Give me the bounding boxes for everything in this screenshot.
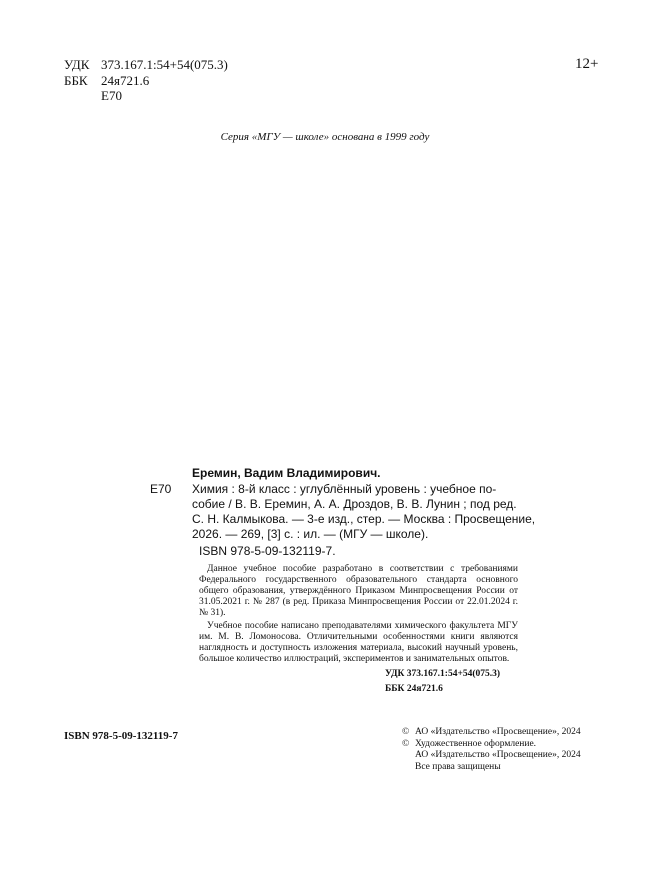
copyright-row [402, 750, 581, 762]
age-rating: 12+ [575, 56, 599, 72]
copyright-row [402, 762, 581, 774]
card-author: Еремин, Вадим Владимирович. [192, 466, 381, 480]
bbk-key: ББК [64, 72, 88, 88]
copyright-icon: © [402, 738, 410, 749]
card-line-text: Химия : 8-й класс : углублённый уровень : учебное по- [192, 482, 497, 496]
copyright-block [402, 727, 581, 773]
copyright-text: АО «Издательство «Просвещение», 2024 [415, 750, 581, 760]
copyright-text: Художественное оформление. [415, 738, 537, 749]
copyright-row [402, 739, 581, 751]
annotation-paragraph: Данное учебное пособие разработано в соответствии с требованиями Федерального государственного образовательного стандарта основного общего образования, утверждённого Приказом Минпросвещения России от 31.05.2021 г. № 287 (в ред. Приказа Минпросвещения России от 22.01.2024 г. № 31). [199, 564, 518, 618]
series-note: Серия «МГУ — школе» основана в 1999 году [220, 131, 430, 143]
annotation-paragraph: Учебное пособие написано преподавателями химического факультета МГУ им. М. В. Ломоносова. Отличительными особенностями книги являются наглядность и доступность изложения материала, высокий научный уровень, большое количество иллюстраций, экспериментов и занимательных опытов. [199, 621, 518, 664]
udk-value: 373.167.1:54+54(075.3) [101, 57, 228, 72]
card-udk: УДК 373.167.1:54+54(075.3) [385, 669, 501, 679]
isbn-bottom: ISBN 978-5-09-132119-7 [64, 730, 178, 742]
udk-key: УДК [64, 57, 90, 72]
card-isbn: ISBN 978-5-09-132119-7. [199, 544, 336, 558]
card-annotation [199, 564, 518, 665]
card-line: 2026. — 269, [3] с. : ил. — (МГУ — школе). [192, 527, 429, 541]
copyright-icon: © [402, 727, 410, 737]
bbk-row [64, 73, 228, 89]
udk-row [64, 57, 228, 73]
rights-reserved: Все права защищены [415, 761, 501, 772]
card-line: собие / В. В. Еремин, А. А. Дроздов, В. В. Лунин ; под ред. [192, 497, 517, 511]
bbk-value: 24я721.6 [101, 72, 150, 88]
copyright-text: АО «Издательство «Просвещение», 2024 [415, 727, 581, 737]
card-line [150, 482, 518, 497]
catalog-card [150, 466, 536, 695]
card-bbk: ББК 24я721.6 [385, 684, 443, 694]
classification-codes [64, 57, 228, 104]
author-code-row [64, 88, 228, 104]
card-code: Е70 [150, 482, 172, 496]
card-line: С. Н. Калмыкова. — 3-е изд., стер. — Москва : Просвещение, [192, 512, 536, 526]
author-code: Е70 [101, 88, 122, 103]
copyright-row [402, 727, 581, 739]
